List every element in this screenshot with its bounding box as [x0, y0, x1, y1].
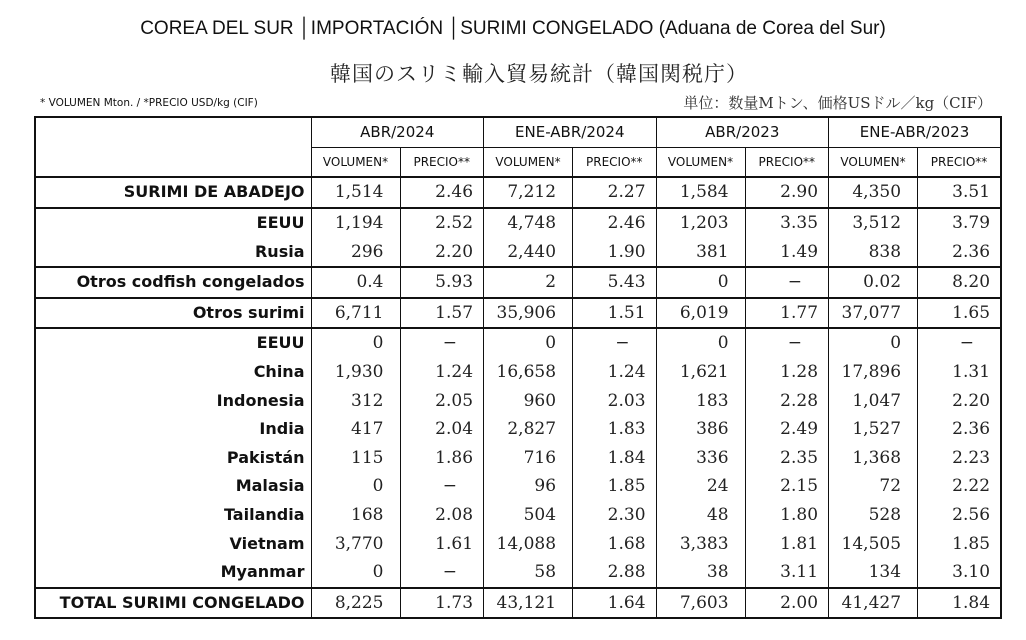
price-cell: 5.93 — [400, 267, 484, 298]
volume-cell: 8,225 — [311, 588, 400, 619]
price-cell: 2.04 — [400, 415, 484, 444]
table-row — [35, 588, 1001, 619]
table-body — [35, 177, 1001, 618]
table-row — [35, 529, 1001, 558]
header-corner-cell — [35, 117, 311, 177]
price-subheader: PRECIO** — [918, 147, 1002, 177]
price-cell: 5.43 — [573, 267, 657, 298]
price-cell: 1.64 — [573, 588, 657, 619]
volume-cell: 6,019 — [656, 298, 745, 329]
period-header: ENE-ABR/2024 — [484, 117, 657, 147]
price-cell: − — [573, 328, 657, 358]
row-label: TOTAL SURIMI CONGELADO — [35, 588, 311, 619]
price-cell: − — [400, 472, 484, 501]
price-cell: 2.56 — [918, 501, 1002, 530]
table-row — [35, 358, 1001, 387]
volume-cell: 381 — [656, 237, 745, 267]
volume-cell: 134 — [829, 558, 918, 588]
volume-cell: 838 — [829, 237, 918, 267]
price-cell: 1.90 — [573, 237, 657, 267]
volume-cell: 38 — [656, 558, 745, 588]
table-row — [35, 558, 1001, 588]
price-cell: 1.24 — [573, 358, 657, 387]
volume-cell: 0 — [656, 267, 745, 298]
row-label: SURIMI DE ABADEJO — [35, 177, 311, 208]
volume-cell: 41,427 — [829, 588, 918, 619]
price-cell: − — [400, 558, 484, 588]
table-row — [35, 444, 1001, 473]
volume-cell: 528 — [829, 501, 918, 530]
volume-cell: 1,621 — [656, 358, 745, 387]
price-cell: 1.77 — [745, 298, 829, 329]
volume-subheader: VOLUMEN* — [311, 147, 400, 177]
japanese-subtitle: 韓国のスリミ輸入貿易統計（韓国関税庁） — [330, 62, 748, 86]
row-label: Vietnam — [35, 529, 311, 558]
volume-cell: 1,203 — [656, 208, 745, 238]
volume-subheader: VOLUMEN* — [656, 147, 745, 177]
volume-cell: 296 — [311, 237, 400, 267]
volume-cell: 1,047 — [829, 386, 918, 415]
volume-cell: 16,658 — [484, 358, 573, 387]
price-cell: 3.11 — [745, 558, 829, 588]
period-header: ABR/2023 — [656, 117, 829, 147]
volume-cell: 960 — [484, 386, 573, 415]
price-cell: 2.49 — [745, 415, 829, 444]
price-cell: 3.35 — [745, 208, 829, 238]
volume-cell: 2,827 — [484, 415, 573, 444]
volume-cell: 37,077 — [829, 298, 918, 329]
surimi-import-table — [34, 116, 1002, 619]
units-note-jp: 単位：数量Mトン、価格USドル／kg（CIF） — [683, 94, 992, 112]
document-title: COREA DEL SUR │IMPORTACIÓN │SURIMI CONGELADO (Aduana de Corea del Sur) — [140, 18, 886, 39]
volume-cell: 3,512 — [829, 208, 918, 238]
volume-cell: 0 — [829, 328, 918, 358]
volume-cell: 4,748 — [484, 208, 573, 238]
volume-cell: 58 — [484, 558, 573, 588]
price-cell: 1.57 — [400, 298, 484, 329]
price-cell: 2.46 — [573, 208, 657, 238]
price-cell: 1.80 — [745, 501, 829, 530]
price-cell: − — [745, 267, 829, 298]
volume-cell: 72 — [829, 472, 918, 501]
volume-cell: 7,603 — [656, 588, 745, 619]
volume-cell: 2,440 — [484, 237, 573, 267]
volume-cell: 14,505 — [829, 529, 918, 558]
price-cell: 1.84 — [918, 588, 1002, 619]
price-cell: 3.10 — [918, 558, 1002, 588]
volume-cell: 35,906 — [484, 298, 573, 329]
price-cell: 2.36 — [918, 237, 1002, 267]
price-cell: 2.27 — [573, 177, 657, 208]
price-cell: 2.88 — [573, 558, 657, 588]
volume-cell: 3,770 — [311, 529, 400, 558]
row-label: Rusia — [35, 237, 311, 267]
volume-cell: 0.4 — [311, 267, 400, 298]
volume-cell: 1,584 — [656, 177, 745, 208]
price-cell: 2.35 — [745, 444, 829, 473]
price-cell: 1.86 — [400, 444, 484, 473]
price-cell: 2.08 — [400, 501, 484, 530]
volume-subheader: VOLUMEN* — [829, 147, 918, 177]
volume-cell: 7,212 — [484, 177, 573, 208]
table-row — [35, 208, 1001, 238]
price-cell: 1.85 — [918, 529, 1002, 558]
price-cell: 1.28 — [745, 358, 829, 387]
price-cell: 1.81 — [745, 529, 829, 558]
price-cell: − — [918, 328, 1002, 358]
volume-cell: 386 — [656, 415, 745, 444]
price-cell: 2.03 — [573, 386, 657, 415]
volume-cell: 24 — [656, 472, 745, 501]
row-label: Otros codfish congelados — [35, 267, 311, 298]
price-cell: 2.20 — [918, 386, 1002, 415]
volume-cell: 43,121 — [484, 588, 573, 619]
price-cell: 2.36 — [918, 415, 1002, 444]
row-label: Tailandia — [35, 501, 311, 530]
price-cell: 2.23 — [918, 444, 1002, 473]
volume-cell: 0 — [311, 472, 400, 501]
volume-cell: 2 — [484, 267, 573, 298]
table-row — [35, 415, 1001, 444]
volume-cell: 1,194 — [311, 208, 400, 238]
volume-cell: 336 — [656, 444, 745, 473]
row-label: Malasia — [35, 472, 311, 501]
volume-cell: 1,930 — [311, 358, 400, 387]
price-cell: 2.20 — [400, 237, 484, 267]
price-cell: 2.90 — [745, 177, 829, 208]
price-cell: 1.61 — [400, 529, 484, 558]
row-label: Otros surimi — [35, 298, 311, 329]
price-cell: 1.73 — [400, 588, 484, 619]
volume-cell: 0 — [656, 328, 745, 358]
volume-cell: 1,514 — [311, 177, 400, 208]
volume-cell: 48 — [656, 501, 745, 530]
volume-cell: 0 — [484, 328, 573, 358]
price-cell: 8.20 — [918, 267, 1002, 298]
price-cell: 2.05 — [400, 386, 484, 415]
volume-cell: 0.02 — [829, 267, 918, 298]
price-cell: 1.68 — [573, 529, 657, 558]
price-cell: 2.28 — [745, 386, 829, 415]
price-cell: 3.51 — [918, 177, 1002, 208]
price-cell: 2.00 — [745, 588, 829, 619]
row-label: Pakistán — [35, 444, 311, 473]
volume-cell: 4,350 — [829, 177, 918, 208]
volume-cell: 504 — [484, 501, 573, 530]
price-cell: 1.24 — [400, 358, 484, 387]
price-cell: 2.15 — [745, 472, 829, 501]
table-row — [35, 237, 1001, 267]
price-cell: 1.85 — [573, 472, 657, 501]
price-cell: 1.83 — [573, 415, 657, 444]
price-cell: 3.79 — [918, 208, 1002, 238]
price-cell: 2.22 — [918, 472, 1002, 501]
volume-cell: 312 — [311, 386, 400, 415]
volume-cell: 96 — [484, 472, 573, 501]
period-header: ABR/2024 — [311, 117, 484, 147]
volume-cell: 716 — [484, 444, 573, 473]
price-cell: 1.65 — [918, 298, 1002, 329]
volume-cell: 1,368 — [829, 444, 918, 473]
price-cell: − — [400, 328, 484, 358]
row-label: EEUU — [35, 208, 311, 238]
price-cell: − — [745, 328, 829, 358]
row-label: India — [35, 415, 311, 444]
table-row — [35, 267, 1001, 298]
table-row — [35, 472, 1001, 501]
price-subheader: PRECIO** — [745, 147, 829, 177]
price-cell: 1.51 — [573, 298, 657, 329]
volume-cell: 0 — [311, 558, 400, 588]
table-row — [35, 177, 1001, 208]
volume-cell: 168 — [311, 501, 400, 530]
price-cell: 2.46 — [400, 177, 484, 208]
table-row — [35, 501, 1001, 530]
table-row — [35, 298, 1001, 329]
row-label: EEUU — [35, 328, 311, 358]
price-subheader: PRECIO** — [573, 147, 657, 177]
price-cell: 1.31 — [918, 358, 1002, 387]
volume-cell: 417 — [311, 415, 400, 444]
period-header-row — [35, 117, 1001, 147]
volume-cell: 183 — [656, 386, 745, 415]
volume-cell: 6,711 — [311, 298, 400, 329]
price-cell: 2.52 — [400, 208, 484, 238]
volume-subheader: VOLUMEN* — [484, 147, 573, 177]
volume-cell: 17,896 — [829, 358, 918, 387]
row-label: China — [35, 358, 311, 387]
volume-cell: 3,383 — [656, 529, 745, 558]
row-label: Myanmar — [35, 558, 311, 588]
volume-cell: 0 — [311, 328, 400, 358]
table-row — [35, 328, 1001, 358]
price-cell: 1.49 — [745, 237, 829, 267]
period-header: ENE-ABR/2023 — [829, 117, 1002, 147]
price-cell: 1.84 — [573, 444, 657, 473]
price-subheader: PRECIO** — [400, 147, 484, 177]
volume-cell: 14,088 — [484, 529, 573, 558]
table-row — [35, 386, 1001, 415]
price-cell: 2.30 — [573, 501, 657, 530]
volume-cell: 115 — [311, 444, 400, 473]
volume-cell: 1,527 — [829, 415, 918, 444]
units-legend: * VOLUMEN Mton. / *PRECIO USD/kg (CIF) — [40, 97, 258, 109]
row-label: Indonesia — [35, 386, 311, 415]
